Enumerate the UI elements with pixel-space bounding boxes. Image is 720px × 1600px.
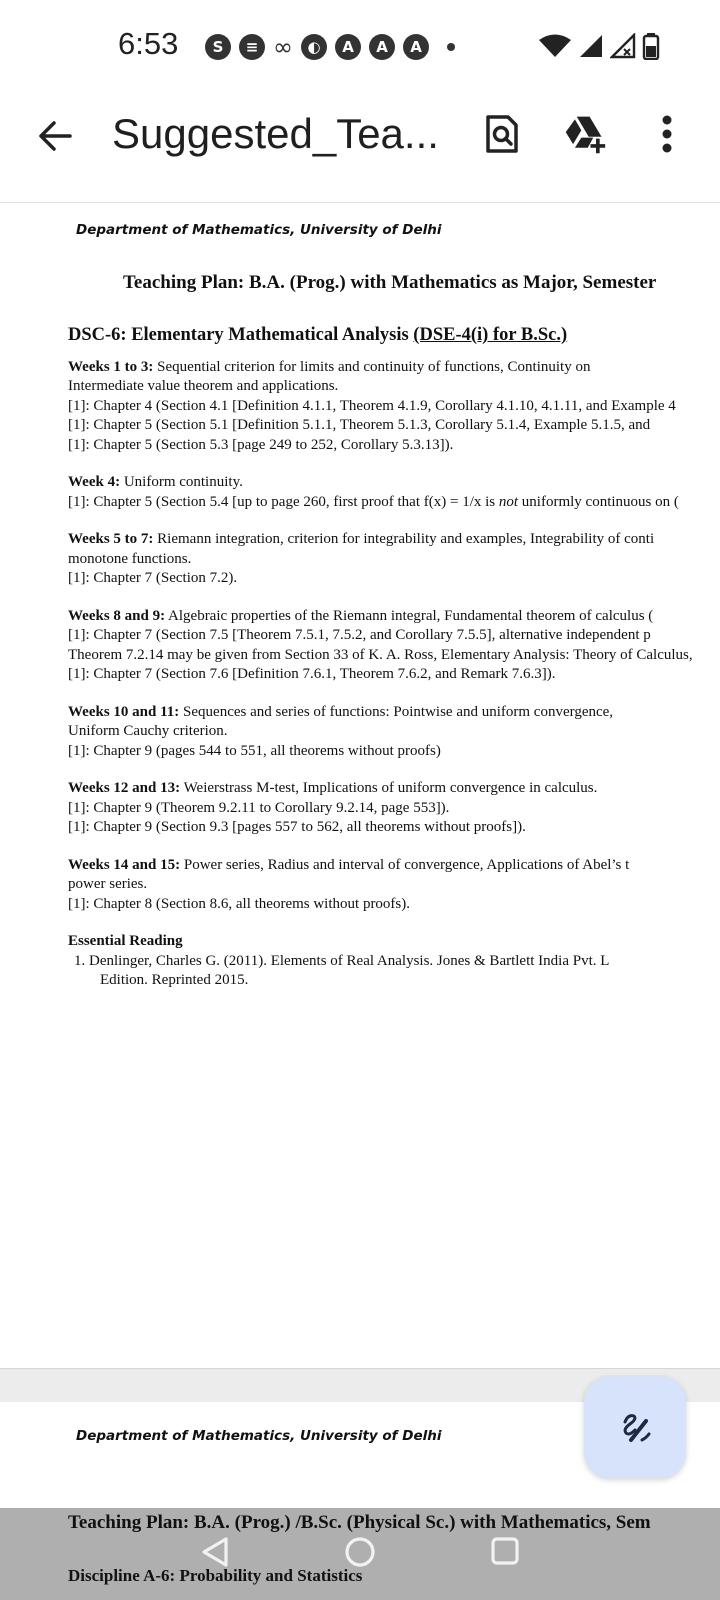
reference-line: [1]: Chapter 9 (Theorem 9.2.11 to Corollary 9.2.14, page 553]).: [68, 799, 450, 816]
weeks-text-line: Intermediate value theorem and applications.: [68, 378, 339, 394]
document-page-1[interactable]: [0, 203, 720, 1368]
status-time: 6:53: [118, 26, 179, 61]
home-circle-icon[interactable]: [344, 1536, 376, 1568]
back-arrow-icon[interactable]: [34, 116, 74, 156]
reference-line: [1]: Chapter 7 (Section 7.6 [Definition 7.6.1, Theorem 7.6.2, and Remark 7.6.3]).: [68, 666, 556, 682]
notification-a-icon: A: [403, 34, 429, 60]
add-to-drive-icon: [563, 112, 607, 156]
weeks-10-11-section: [68, 703, 720, 762]
weeks-label: Weeks 12 and 13:: [68, 780, 181, 796]
reference-text: [1]: Chapter 5 (Section 5.4 [up to page 260, first proof that f(x) = 1/x is: [68, 493, 499, 510]
app-bar: [0, 90, 720, 203]
reference-line: [1]: Chapter 5 (Section 5.1 [Definition 5.1.1, Theorem 5.1.3, Corollary 5.1.4, Example 5.1.5, and: [68, 417, 651, 433]
weeks-label: Weeks 5 to 7:: [68, 531, 154, 547]
notification-app-icon: ◐: [301, 34, 327, 60]
weeks-text: Riemann integration, criterion for integrability and examples, Integrability of conti: [153, 531, 655, 547]
weeks-text: Uniform continuity.: [120, 474, 243, 490]
notification-infinity-icon: ∞: [273, 33, 293, 61]
weeks-label: Weeks 1 to 3:: [68, 358, 154, 375]
course-alt-link[interactable]: (DSE-4(i) for B.Sc.): [413, 325, 568, 345]
more-options-icon: [661, 114, 673, 154]
weeks-text-line: power series.: [68, 876, 148, 892]
essential-reading-heading: Essential Reading: [68, 933, 183, 949]
reference-line: [1]: Chapter 9 (Section 9.3 [pages 557 to 562, all theorems without proofs]).: [68, 819, 526, 835]
page-header: Department of Mathematics, University of Delhi: [76, 1428, 442, 1444]
page-header: Department of Mathematics, University of Delhi: [76, 222, 442, 238]
find-in-page-button[interactable]: [480, 112, 524, 156]
weeks-text: Weierstrass M-test, Implications of uniform convergence in calculus.: [180, 780, 598, 796]
notification-a-icon: A: [369, 34, 395, 60]
weeks-text: Power series, Radius and interval of convergence, Applications of Abel’s t: [180, 856, 630, 873]
week-4-section: [68, 473, 720, 512]
notification-message-icon: ≡: [239, 34, 265, 60]
page-title: Teaching Plan: B.A. (Prog.) /B.Sc. (Physical Sc.) with Mathematics, Sem: [68, 1512, 651, 1533]
status-bar: [0, 0, 720, 90]
document-title: Suggested_Tea...: [112, 110, 439, 157]
reference-line: [1]: Chapter 9 (pages 544 to 551, all theorems without proofs): [68, 742, 441, 759]
weeks-text-line: Uniform Cauchy criterion.: [68, 723, 228, 739]
reference-line: [1]: Chapter 4 (Section 4.1 [Definition 4.1.1, Theorem 4.1.9, Corollary 4.1.10, 4.1.11, and Example 4: [68, 397, 676, 414]
reference-line: [1]: Chapter 7 (Section 7.2).: [68, 570, 238, 586]
add-to-drive-button[interactable]: [563, 112, 607, 156]
essential-reading-section: [68, 932, 720, 991]
back-triangle-icon[interactable]: [200, 1536, 230, 1568]
edit-annotate-icon: [615, 1407, 655, 1447]
annotate-fab-button[interactable]: [584, 1376, 686, 1478]
notification-s-icon: S: [205, 34, 231, 60]
more-options-button[interactable]: [645, 112, 689, 156]
weeks-label: Weeks 14 and 15:: [68, 856, 181, 873]
weeks-text-line: monotone functions.: [68, 550, 192, 567]
reading-item: 1. Denlinger, Charles G. (2011). Elements of Real Analysis. Jones & Bartlett India Pvt. L: [74, 952, 610, 969]
reading-item-continued: Edition. Reprinted 2015.: [100, 972, 249, 988]
weeks-14-15-section: [68, 856, 720, 915]
more-notifications-dot-icon: [447, 43, 455, 51]
page-subtitle: Discipline A-6: Probability and Statistics: [68, 1566, 363, 1585]
weeks-12-13-section: [68, 779, 720, 838]
find-in-page-icon: [484, 114, 520, 154]
signal-no-service-icon: [610, 33, 636, 59]
course-title: [68, 326, 720, 346]
recents-square-icon[interactable]: [490, 1536, 520, 1566]
notification-a-icon: A: [335, 34, 361, 60]
weeks-text: Sequences and series of functions: Pointwise and uniform convergence,: [179, 703, 614, 720]
reference-text: uniformly continuous on (: [518, 493, 679, 510]
document-body: [68, 326, 720, 991]
weeks-1-3-section: [68, 358, 720, 456]
weeks-text: Algebraic properties of the Riemann integral, Fundamental theorem of calculus (: [165, 607, 654, 624]
battery-icon: [642, 32, 660, 60]
notification-icons: [205, 32, 455, 62]
wifi-icon: [538, 33, 572, 59]
reference-line: [1]: Chapter 8 (Section 8.6, all theorems without proofs).: [68, 895, 411, 912]
signal-icon: [578, 33, 604, 59]
page-title: Teaching Plan: B.A. (Prog.) with Mathematics as Major, Semester: [123, 272, 657, 293]
course-title-text: DSC-6: Elementary Mathematical Analysis: [68, 325, 409, 345]
weeks-8-9-section: [68, 607, 720, 685]
weeks-label: Weeks 10 and 11:: [68, 703, 180, 720]
reference-line: [68, 493, 720, 513]
weeks-label: Week 4:: [68, 474, 121, 490]
reference-line: [1]: Chapter 7 (Section 7.5 [Theorem 7.5.1, 7.5.2, and Corollary 7.5.5], alternative independent p: [68, 627, 651, 643]
reference-line: Theorem 7.2.14 may be given from Section 33 of K. A. Ross, Elementary Analysis: Theory of Calculus,: [68, 646, 693, 663]
weeks-5-7-section: [68, 530, 720, 589]
system-status-icons: [538, 32, 660, 60]
weeks-text: Sequential criterion for limits and continuity of functions, Continuity on: [153, 358, 591, 375]
weeks-label: Weeks 8 and 9:: [68, 607, 166, 624]
reference-emphasis: not: [498, 493, 519, 510]
reference-line: [1]: Chapter 5 (Section 5.3 [page 249 to 252, Corollary 5.3.13]).: [68, 436, 454, 453]
